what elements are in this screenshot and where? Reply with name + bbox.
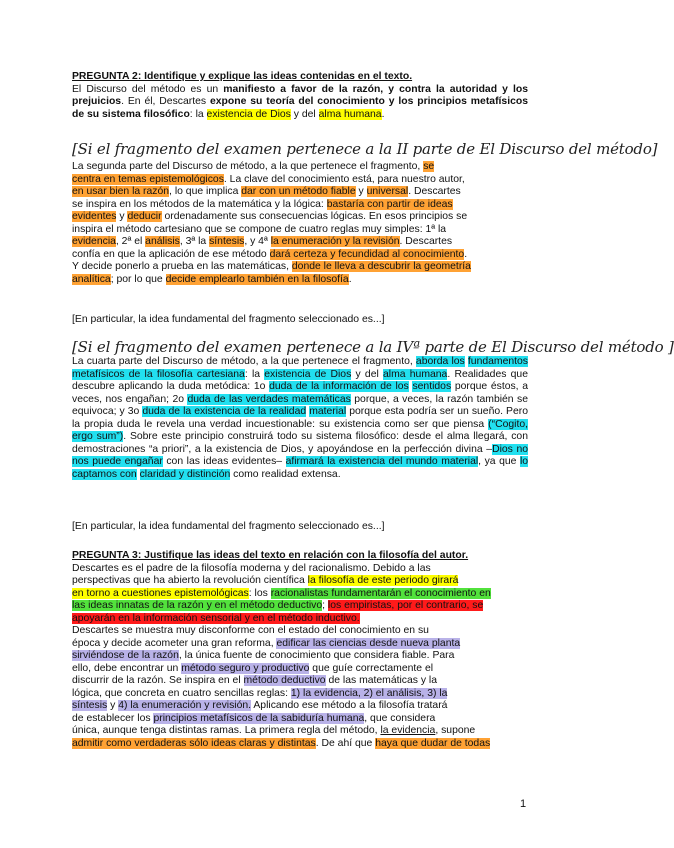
- highlight-orange: universal: [366, 186, 409, 197]
- text-run: . La clave del conocimiento está, para nuestro autor,: [223, 173, 465, 185]
- text-run: .: [464, 248, 468, 260]
- highlight-cyan: alma humana: [383, 368, 448, 380]
- highlight-green: las ideas innatas de la razón y en el método deductivo: [72, 600, 323, 611]
- highlight-human-soul: alma humana: [318, 108, 382, 120]
- question-3-section: [72, 550, 528, 750]
- text-run: .: [348, 273, 352, 285]
- highlight-yellow: la filosofía de este periodo girará: [307, 575, 459, 586]
- intro-text: . En él, Descartes: [121, 96, 210, 107]
- highlight-cyan: duda de las verdades matemáticas: [187, 393, 351, 405]
- text-run: lógica, que concreta en cuatro sencillas reglas:: [72, 687, 291, 699]
- highlight-lavender: 1) la evidencia, 2) el análisis, 3) la: [290, 687, 448, 699]
- highlight-orange: decide emplearlo también en la filosofía: [165, 273, 349, 285]
- highlight-green: racionalistas fundamentarán el conocimiento en: [270, 587, 491, 599]
- highlight-orange: se: [423, 161, 435, 172]
- highlight-orange: dar con un método fiable: [241, 186, 356, 197]
- highlight-red: apoyarán en la información sensorial y en el método inductivo.: [72, 612, 360, 624]
- text-run: porque esta podría ser un sueño. Pero la propia duda le revela una verdad: [72, 406, 528, 430]
- highlight-lavender: edificar las ciencias desde nueva planta: [276, 637, 461, 649]
- question-3-title: PREGUNTA 3: Justifique las ideas del texto en relación con la filosofía del autor.: [72, 550, 469, 561]
- highlight-orange: síntesis: [209, 236, 245, 247]
- text-run: confía en que la aplicación de ese método: [72, 248, 270, 260]
- intro-text: y del: [290, 108, 319, 120]
- text-run: con las ideas evidentes–: [166, 456, 286, 467]
- highlight-cyan: aborda los: [415, 356, 465, 367]
- text-run: ;: [322, 600, 328, 611]
- question-2-title: PREGUNTA 2: Identifique y explique las ideas contenidas en el texto.: [72, 71, 413, 82]
- intro-bold-manifesto: manifiesto a favor de la razón, y contra la autoridad y los prejuicios: [72, 83, 529, 107]
- highlight-cyan: fundamentos metafísicos de la filosofía cartesiana: [72, 356, 528, 380]
- text-run: discurrir de la razón. Se inspira en el: [72, 675, 244, 686]
- text-run: Descartes es el padre de la filosofía moderna y del racionalismo. Debido a las: [72, 562, 431, 574]
- text-run: . Descartes: [408, 186, 461, 197]
- text-run: ordenadamente sus consecuencias lógicas. En esos principios se: [161, 211, 468, 222]
- highlight-cyan: claridad y distinción: [139, 468, 231, 480]
- text-run: .: [447, 368, 451, 380]
- highlight-lavender: método seguro y productivo: [181, 662, 310, 674]
- highlight-lavender: método deductivo: [243, 675, 326, 686]
- page-number: 1: [520, 798, 527, 810]
- highlight-cyan: lo captamos con: [72, 456, 529, 480]
- text-run: que guíe correctamente el: [309, 662, 434, 674]
- text-run: Y decide ponerlo a prueba en las matemáticas,: [72, 261, 292, 272]
- text-run: , supone: [435, 725, 476, 736]
- text-run: Descartes se muestra muy disconforme con el estado del conocimiento en su: [72, 625, 429, 636]
- text-run: inspira el método cartesiano que se compone de cuatro reglas muy simples: 1ª la: [72, 223, 447, 235]
- section-iv-note: [En particular, la idea fundamental del fragmento seleccionado es...]: [72, 521, 385, 532]
- highlight-orange: centra en temas epistemológicos: [72, 173, 224, 185]
- text-run: , 2ª el: [115, 236, 146, 247]
- highlight-orange: la enumeración y la revisión: [270, 236, 400, 247]
- text-run: de las matemáticas y la: [325, 675, 438, 686]
- text-run: perspectivas que ha abierto la revolución científica: [72, 575, 308, 586]
- text-run: porque, a veces, la razón también se equivoca; y 3o: [72, 393, 529, 417]
- text-run: Aplicando ese método a la filosofía tratará: [251, 700, 448, 711]
- text-run: Realidades que descubre aplicando la duda metódica: 1o: [72, 368, 528, 392]
- section-ii-heading: [Si el fragmento del examen pertenece a la II parte de El Discurso del método]: [72, 140, 658, 158]
- text-run: porque éstos, a veces, nos engañan; 2o: [72, 381, 529, 405]
- highlight-lavender: sirviéndose de la razón: [72, 650, 179, 661]
- text-run: como realidad extensa.: [230, 468, 341, 480]
- highlight-orange: en usar bien la razón: [72, 186, 170, 197]
- text-run: . Sobre este principio: [123, 431, 224, 442]
- text-run: , la única fuente de conocimiento que considera fiable. Para: [178, 650, 455, 661]
- highlight-orange: análisis: [145, 236, 180, 247]
- highlight-yellow: en torno a cuestiones epistemológicas: [72, 587, 249, 599]
- text-run: La cuarta parte del Discurso de método, a la que pertenece el fragmento,: [72, 356, 416, 367]
- text-run: , que considera: [364, 712, 436, 724]
- highlight-cyan: duda de la existencia de la realidad: [142, 406, 307, 417]
- text-run: y: [355, 186, 367, 197]
- text-run: . De ahí que: [315, 737, 376, 749]
- intro-text: El Discurso del método es un: [72, 83, 224, 95]
- text-run: , ya que: [478, 456, 520, 467]
- highlight-orange: dará certeza y fecundidad al conocimiento: [269, 248, 465, 260]
- text-run: ello, debe encontrar un: [72, 662, 182, 674]
- highlight-orange: analítica: [72, 273, 111, 285]
- section-ii-paragraph: [72, 161, 528, 286]
- text-run: , lo que implica: [169, 186, 242, 197]
- text-run: y: [107, 700, 119, 711]
- text-run: única, aunque tenga distintas ramas. La primera regla del método,: [72, 725, 381, 736]
- highlight-red: los empiristas, por el contrario, se: [327, 600, 484, 611]
- section-iv-heading: [Si el fragmento del examen pertenece a la IVª parte de El Discurso del método ]: [72, 338, 674, 356]
- underlined-evidence: la evidencia: [380, 725, 436, 736]
- highlight-cyan: afirmará la existencia del mundo material: [285, 456, 479, 467]
- highlight-cyan: duda de la información de los: [269, 381, 409, 392]
- section-iv-paragraph: [72, 356, 528, 481]
- text-run: . Descartes: [399, 236, 453, 247]
- text-run: incuestionable: su existencia como ser que piensa: [245, 418, 489, 430]
- question-2-intro: [72, 84, 528, 122]
- section-ii-note: [En particular, la idea fundamental del fragmento seleccionado es...]: [72, 314, 385, 325]
- highlight-orange: bastaría con partir de ideas: [326, 198, 453, 210]
- text-run: época y decide acometer una gran reforma,: [72, 637, 277, 649]
- highlight-cyan: (“Cogito, ergo sum”): [72, 418, 529, 442]
- highlight-orange: haya que dudar de todas: [375, 737, 491, 749]
- text-run: se inspira en los métodos de la matemática y la lógica:: [72, 198, 327, 210]
- highlight-cyan: sentidos: [412, 381, 452, 392]
- highlight-orange: evidencia: [72, 236, 116, 247]
- highlight-cyan: existencia de Dios: [264, 368, 352, 380]
- text-run: La segunda parte del Discurso de método, a la que pertenece el fragmento,: [72, 161, 424, 172]
- text-run: de establecer los: [72, 712, 154, 724]
- highlight-existence-of-god: existencia de Dios: [206, 108, 291, 120]
- highlight-cyan: material: [309, 406, 347, 417]
- highlight-orange: admitir como verdaderas sólo ideas claras y distintas: [72, 737, 316, 749]
- text-run: ; por lo que: [110, 273, 166, 285]
- text-run: , y 4ª: [244, 236, 271, 247]
- highlight-orange: evidentes: [72, 211, 117, 222]
- text-run: la existencia de Dios, y apoyándose en la perfección divina –: [204, 443, 493, 455]
- intro-text: : la: [189, 108, 207, 120]
- text-run: construirá todo su sistema filosófico: desde el alma llegará, con demostraciones “a priori”, a: [72, 431, 528, 455]
- highlight-lavender: síntesis: [72, 700, 108, 711]
- highlight-orange: donde le lleva a descubrir la geometría: [291, 261, 471, 272]
- text-run: : la: [244, 368, 265, 380]
- highlight-cyan: Dios no nos puede engañar: [72, 443, 529, 467]
- text-run: y del: [351, 368, 384, 380]
- intro-bold-theory: expone su teoría del conocimiento y los principios metafísicos de su sistema filosófico: [72, 96, 528, 120]
- question-2-section: [72, 71, 528, 121]
- text-run: , 3ª la: [179, 236, 210, 247]
- highlight-lavender: 4) la enumeración y revisión.: [118, 700, 252, 711]
- intro-text: .: [381, 108, 385, 120]
- highlight-lavender: principios metafísicos de la sabiduría humana: [153, 712, 365, 724]
- text-run: y: [116, 211, 128, 222]
- text-run: : los: [248, 587, 271, 599]
- highlight-orange: deducir: [127, 211, 162, 222]
